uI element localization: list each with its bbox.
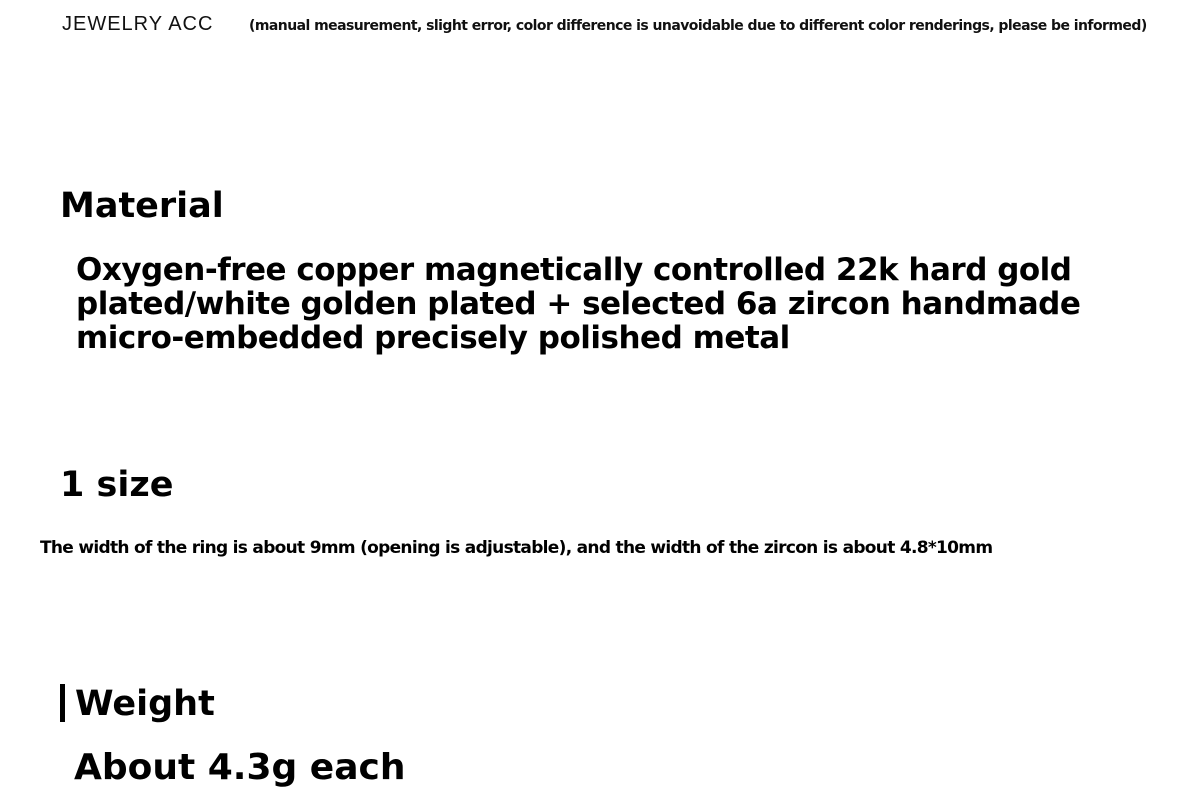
section-divider-bar (60, 684, 65, 722)
material-line-3: micro-embedded precisely polished metal (76, 320, 790, 356)
material-heading: Material (60, 186, 224, 226)
brand-logo-text: JEWELRY ACC (62, 13, 214, 35)
material-line-2: plated/white golden plated + selected 6a zircon handmade (76, 286, 1081, 322)
size-heading: 1 size (60, 465, 174, 505)
weight-heading-row (60, 684, 215, 724)
material-line-1: Oxygen-free copper magnetically controlled 22k hard gold (76, 252, 1072, 288)
measurement-disclaimer: (manual measurement, slight error, color difference is unavoidable due to different color renderings, please be informed) (249, 18, 1147, 34)
size-description: The width of the ring is about 9mm (opening is adjustable), and the width of the zircon is about 4.8*10mm (40, 538, 993, 558)
weight-value: About 4.3g each (74, 747, 406, 788)
material-description (76, 253, 1116, 355)
weight-heading: Weight (75, 684, 215, 724)
